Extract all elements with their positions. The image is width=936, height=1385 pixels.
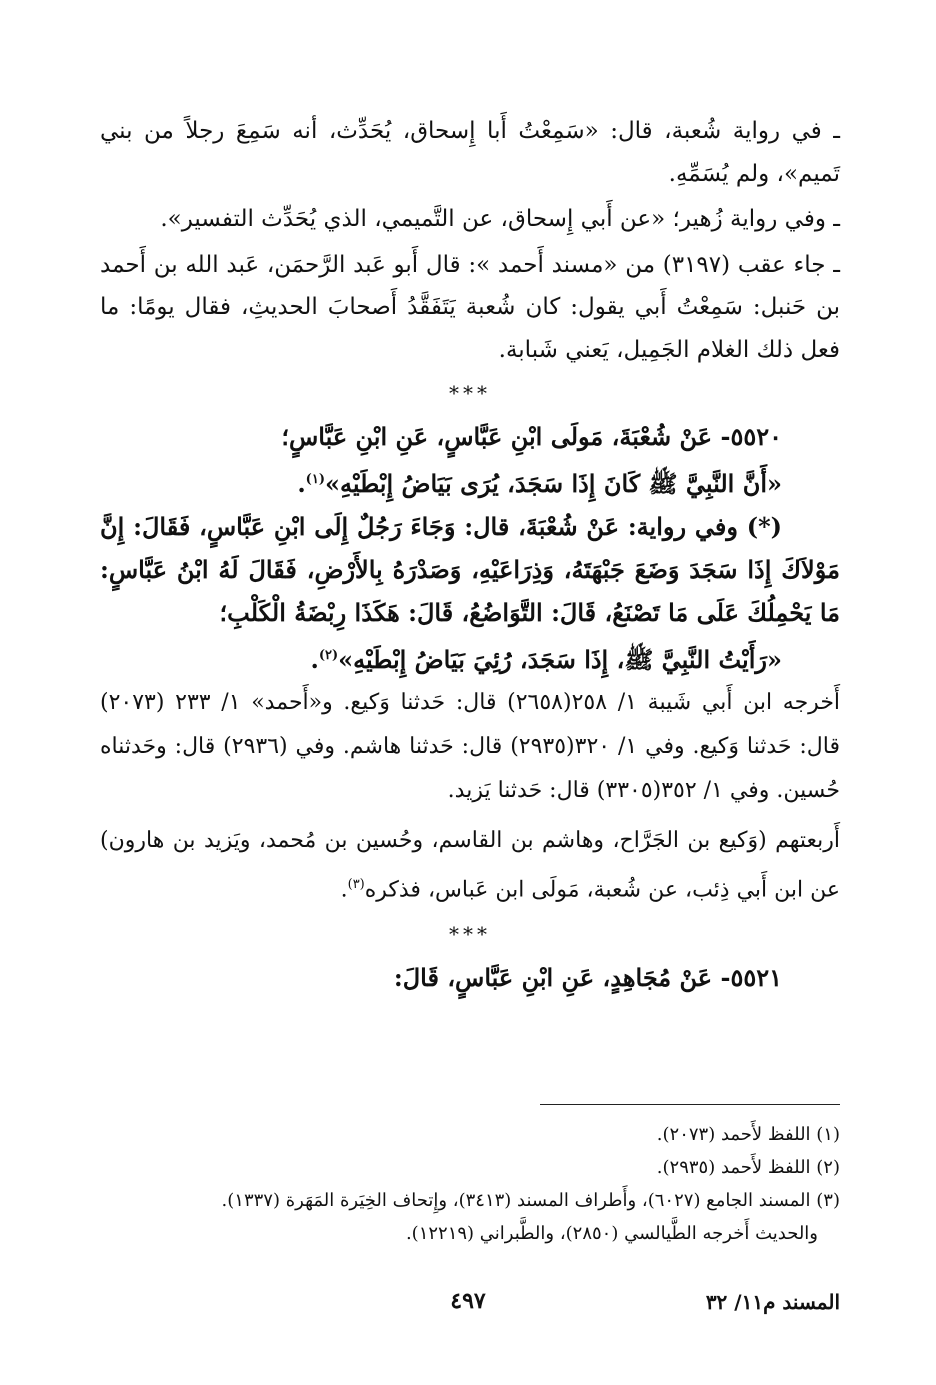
volume-signature: المسند م١١/ ٣٢ <box>705 1290 840 1314</box>
paragraph-shuba-narration: ـ في رواية شُعبة، قال: «سَمِعْتُ أَبا إِسحاق، يُحَدِّث، أنه سَمِعَ رجلاً من بني تَميم»، ولم يُسَمِّهِ. <box>100 118 840 187</box>
hadith-5521-heading: ٥٥٢١- عَنْ مُجَاهِدٍ، عَنِ ابْنِ عَبَّاسٍ، قَالَ: <box>393 963 782 993</box>
hadith-5520-second-text: «رَأَيْتُ النَّبِيَّ ﷺ، إِذَا سَجَدَ، رُئِيَ بَيَاضُ إِبْطَيْهِ»$^{(٢)}$. <box>310 645 782 674</box>
section-separator-2: *** <box>449 922 491 947</box>
paragraph-zuhair-narration: ـ وفي رواية زُهير؛ «عن أَبي إِسحاق، عن التَّميمي، الذي يُحَدِّث التفسير». <box>160 206 840 232</box>
page-footer <box>96 1290 840 1330</box>
paragraph-musnad-note: ـ جاء عقب (٣١٩٧) من «مسند أَحمد »: قال أَبو عَبد الرَّحمَن، عَبد الله بن أَحمد بن حَنبل: سَمِعْتُ أَبي يقول: كان شُعبة يَتَفَقَّدُ أَصحابَ الحديثِ، فقال يومًا: ما فعل ذلك الغلام الجَمِيل، يَعني شَبابة. <box>100 251 840 363</box>
footnote-1: (١) اللفظ لأَحمد (٢٠٧٣). <box>656 1124 840 1145</box>
footnote-ref-1: (١) <box>305 472 325 487</box>
footnote-2: (٢) اللفظ لأَحمد (٢٩٣٥). <box>656 1157 840 1178</box>
takhrij-chain-text: أَربعتهم (وَكيع بن الجَرَّاح، وهاشم بن القاسم، وحُسين بن مُحمد، ويَزيد بن هارون) عن ابن أَبي ذِئب، عن شُعبة، مَولَى ابن عَباس، فذكره <box>100 828 840 903</box>
footnote-3-continued: والحديث أَخرجه الطَّيالسي (٢٨٥٠)، والطَّبراني (١٢٢١٩). <box>405 1223 818 1244</box>
hadith-5520-matn: «أَنَّ النَّبِيَّ ﷺ كَانَ إِذَا سَجَدَ، يُرَى بَيَاضُ إِبْطَيْهِ» <box>324 469 782 498</box>
alternate-narration: (*) وفي رواية: عَنْ شُعْبَةَ، قال: وَجَاءَ رَجُلٌ إِلَى ابْنِ عَبَّاسٍ، فَقَالَ: إِنَّ مَوْلاَكَ إِذَا سَجَدَ وَضَعَ جَبْهَتَهُ، وَذِرَاعَيْهِ، وَصَدْرَهُ بِالأَرْضِ، فَقَالَ لَهُ ابْنُ عَبَّاسٍ: مَا يَحْمِلُكَ عَلَى مَا تَصْنَعُ، قَالَ: التَّوَاضُعُ، قَالَ: هَكَذَا رِبْضَةُ الْكَلْبِ؛ <box>100 512 840 627</box>
footnote-divider <box>540 1104 840 1105</box>
takhrij-chain: أَربعتهم (وَكيع بن الجَرَّاح، وهاشم بن القاسم، وحُسين بن مُحمد، ويَزيد بن هارون) عن ابن أَبي ذِئب، عن شُعبة، مَولَى ابن عَباس، فذكره$^{(٣)}$. <box>100 828 840 903</box>
footnote-ref-3: (٣) <box>347 877 365 892</box>
footnote-ref-2: (٢) <box>318 648 339 663</box>
hadith-5520-heading: ٥٥٢٠- عَنْ شُعْبَةَ، مَولَى ابْنِ عَبَّاسٍ، عَنِ ابْنِ عَبَّاسٍ؛ <box>281 422 782 451</box>
section-separator: *** <box>449 381 491 405</box>
footnotes <box>96 1118 840 1250</box>
page-number: ٤٩٧ <box>450 1288 486 1314</box>
footnote-3: (٣) المسند الجامع (٦٠٢٧)، وأَطراف المسند (٣٤١٣)، وإِتحاف الخِيَرة المَهَرة (١٣٣٧). <box>221 1190 840 1211</box>
takhrij-sources: أَخرجه ابن أَبي شَيبة ١/ ٢٥٨(٢٦٥٨) قال: حَدثنا وَكيع. و«أَحمد» ١/ ٢٣٣ (٢٠٧٣) قال: حَدثنا وَكيع. وفي ١/ ٣٢٠(٢٩٣٥) قال: حَدثنا هاشم. وفي (٢٩٣٦) قال: وحَدثناه حُسين. وفي ١/ ٣٥٢(٣٣٠٥) قال: حَدثنا يَزيد. <box>100 690 841 803</box>
hadith-5520-text: «أَنَّ النَّبِيَّ ﷺ كَانَ إِذَا سَجَدَ، يُرَى بَيَاضُ إِبْطَيْهِ»$^{(١)}$. <box>297 469 782 498</box>
hadith-5520-second-matn: «رَأَيْتُ النَّبِيَّ ﷺ، إِذَا سَجَدَ، رُئِيَ بَيَاضُ إِبْطَيْهِ» <box>338 645 782 674</box>
